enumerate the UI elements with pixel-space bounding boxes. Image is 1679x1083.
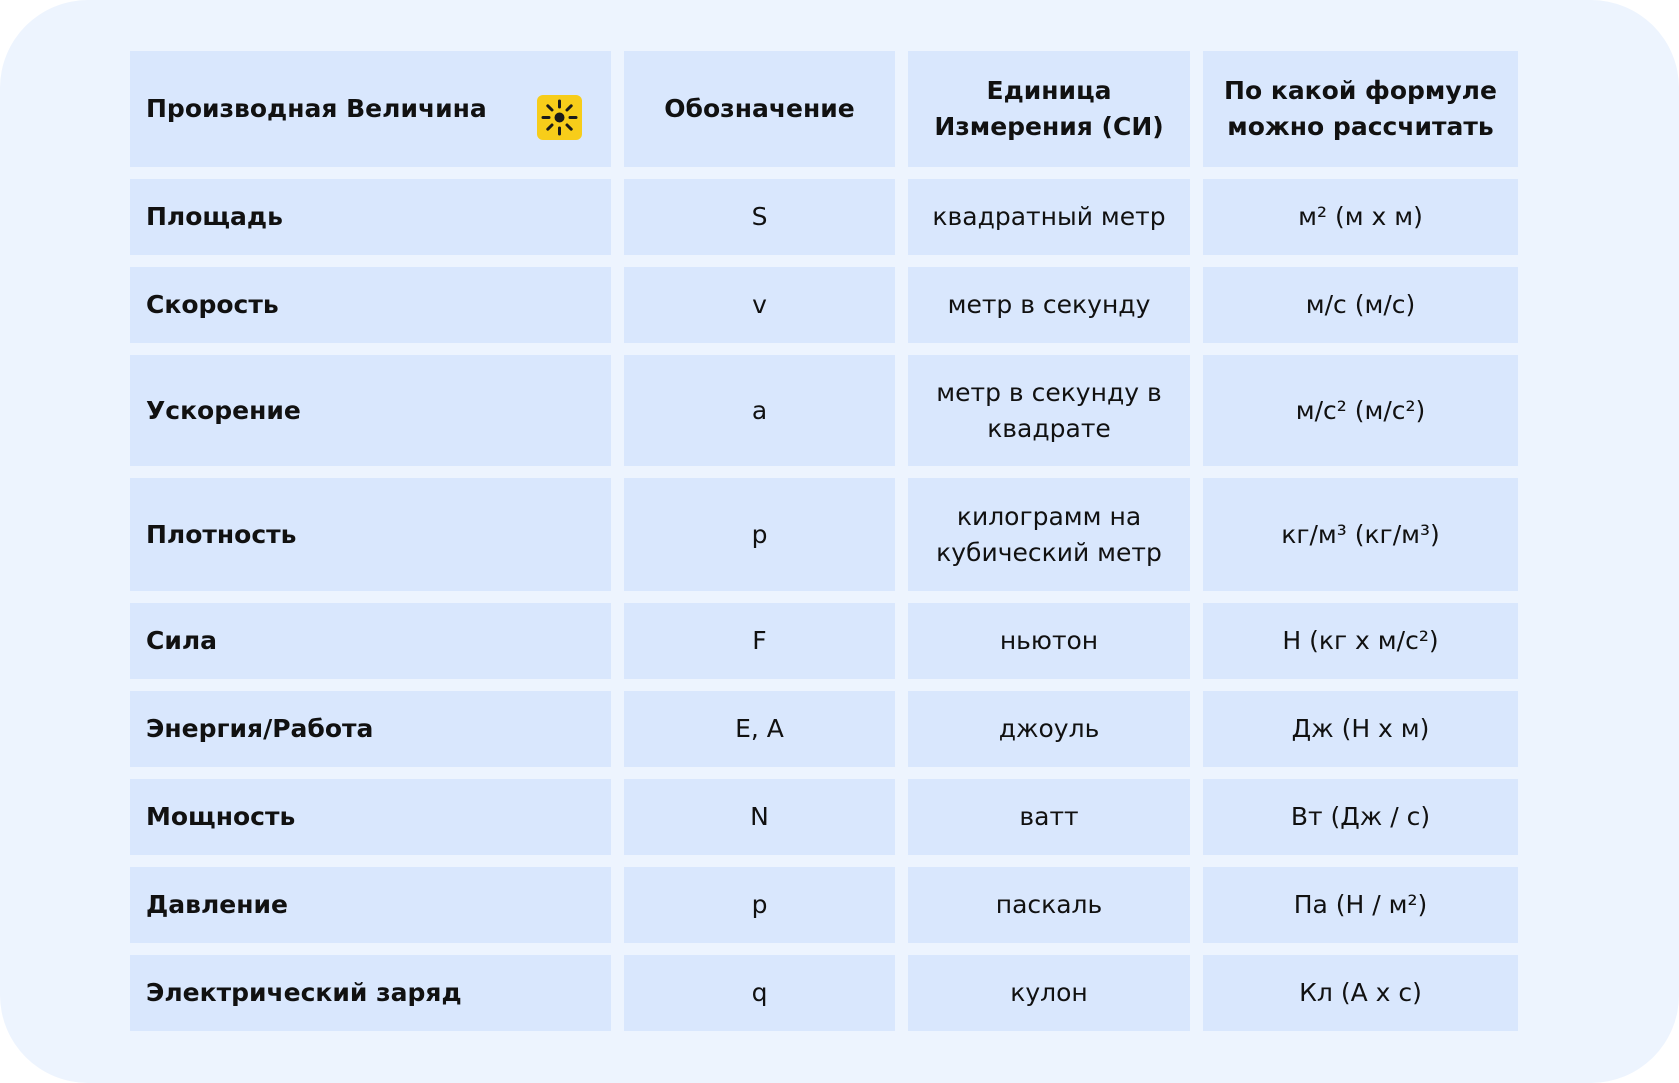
unit-cell: метр в секунду: [908, 267, 1190, 343]
formula-cell: Кл (А х с): [1203, 955, 1518, 1031]
formula-cell: м/с² (м/с²): [1203, 355, 1518, 466]
quantity-cell: Давление: [130, 867, 611, 943]
unit-cell: кулон: [908, 955, 1190, 1031]
quantity-cell: Скорость: [130, 267, 611, 343]
symbol-cell: a: [624, 355, 895, 466]
unit-cell: джоуль: [908, 691, 1190, 767]
unit-cell: ньютон: [908, 603, 1190, 679]
header-symbol: Обозначение: [624, 51, 895, 167]
header-unit: Единица Измерения (СИ): [908, 51, 1190, 167]
unit-cell: килограмм на кубический метр: [908, 478, 1190, 591]
quantity-cell: Сила: [130, 603, 611, 679]
symbol-cell: F: [624, 603, 895, 679]
unit-cell: квадратный метр: [908, 179, 1190, 255]
symbol-cell: p: [624, 478, 895, 591]
symbol-cell: S: [624, 179, 895, 255]
quantity-cell: Ускорение: [130, 355, 611, 466]
formula-cell: Дж (Н х м): [1203, 691, 1518, 767]
unit-cell: метр в секунду в квадрате: [908, 355, 1190, 466]
formula-cell: м/с (м/с): [1203, 267, 1518, 343]
quantity-cell: Мощность: [130, 779, 611, 855]
quantity-cell: Площадь: [130, 179, 611, 255]
header-formula: По какой формуле можно рассчитать: [1203, 51, 1518, 167]
symbol-cell: v: [624, 267, 895, 343]
quantity-cell: Электрический заряд: [130, 955, 611, 1031]
quantity-cell: Энергия/Работа: [130, 691, 611, 767]
symbol-cell: E, A: [624, 691, 895, 767]
units-table: [130, 51, 1518, 1031]
formula-cell: Па (Н / м²): [1203, 867, 1518, 943]
formula-cell: м² (м х м): [1203, 179, 1518, 255]
formula-cell: кг/м³ (кг/м³): [1203, 478, 1518, 591]
unit-cell: паскаль: [908, 867, 1190, 943]
sun-icon: [537, 95, 582, 140]
header-quantity-label: Производная Величина: [146, 94, 487, 123]
symbol-cell: N: [624, 779, 895, 855]
formula-cell: Н (кг х м/с²): [1203, 603, 1518, 679]
header-quantity: [130, 51, 611, 167]
symbol-cell: q: [624, 955, 895, 1031]
formula-cell: Вт (Дж / с): [1203, 779, 1518, 855]
unit-cell: ватт: [908, 779, 1190, 855]
quantity-cell: Плотность: [130, 478, 611, 591]
symbol-cell: p: [624, 867, 895, 943]
